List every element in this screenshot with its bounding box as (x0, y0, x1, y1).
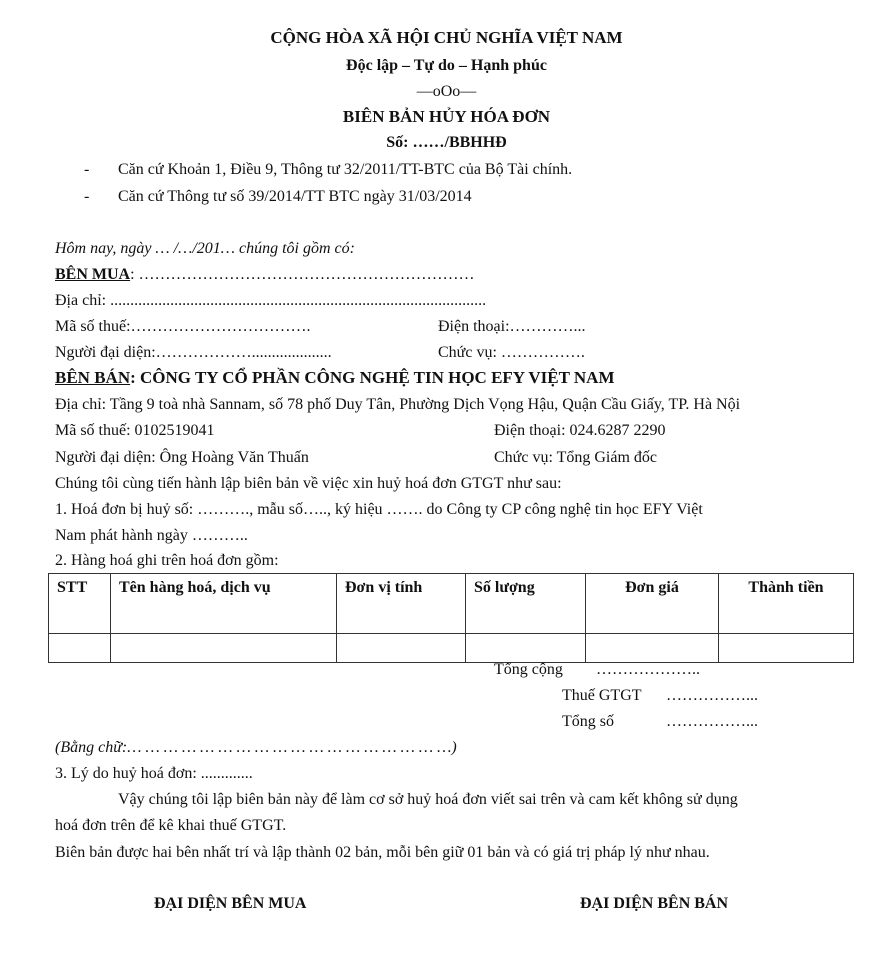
table-cell (337, 634, 466, 663)
column-header: STT (49, 574, 111, 634)
goods-heading: 2. Hàng hoá ghi trên hoá đơn gồm: (55, 552, 279, 569)
commitment-line2: hoá đơn trên để kê khai thuế GTGT. (55, 817, 287, 834)
basis-text: Căn cứ Khoản 1, Điều 9, Thông tư 32/2011/TT-BTC của Bộ Tài chính. (118, 161, 573, 178)
seller-address: Địa chỉ: Tầng 9 toà nhà Sannam, số 78 phố Duy Tân, Phường Dịch Vọng Hậu, Quận Cầu Giấy, TP. Hà Nội (55, 396, 741, 413)
table-cell (466, 634, 586, 663)
column-header: Đơn giá (586, 574, 719, 634)
goods-table (48, 573, 854, 663)
table-cell (719, 634, 854, 663)
buyer-name: : ……………………………………………………… (130, 266, 475, 283)
basis-item (84, 160, 572, 179)
column-header: Số lượng (466, 574, 586, 634)
buyer-representative: Người đại diện:……………….................... (55, 344, 332, 361)
invoice-info-line1: 1. Hoá đơn bị huỷ số: ………., mẫu số….., ký hiệu ……. do Công ty CP công nghệ tin học EFY Việt (55, 501, 703, 518)
seller-heading (55, 368, 615, 388)
seller-representative: Người đại diện: Ông Hoàng Văn Thuấn (55, 449, 309, 466)
basis-text: Căn cứ Thông tư số 39/2014/TT BTC ngày 31/03/2014 (118, 188, 472, 205)
agreement: Biên bản được hai bên nhất trí và lập thành 02 bản, mỗi bên giữ 01 bản và có giá trị pháp lý như nhau. (55, 844, 710, 861)
subtotal-label: Tổng cộng (494, 661, 563, 678)
table-cell (49, 634, 111, 663)
table-row (49, 634, 854, 663)
intro-line: Hôm nay, ngày … /…/201… chúng tôi gồm có: (55, 240, 355, 257)
buyer-position: Chức vụ: ……………. (438, 344, 585, 361)
buyer-label: BÊN MUA (55, 266, 131, 283)
vat-value: ……………... (666, 687, 758, 704)
bullet-dash: - (84, 188, 90, 205)
buyer-signature-heading: ĐẠI DIỆN BÊN MUA (154, 895, 307, 912)
document-number: Số: ……/BBHHĐ (386, 134, 507, 151)
total-value: ……………... (666, 713, 758, 730)
column-header: Tên hàng hoá, dịch vụ (111, 574, 337, 634)
invoice-info-line2: Nam phát hành ngày ……….. (55, 527, 248, 544)
buyer-tax-code: Mã số thuế:……………………………. (55, 318, 311, 335)
table-header-row (49, 574, 854, 634)
total-label: Tổng số (562, 713, 614, 730)
document-title: BIÊN BẢN HỦY HÓA ĐƠN (342, 107, 551, 126)
buyer-address: Địa chỉ: .............................................................................................. (55, 292, 487, 309)
table-cell (586, 634, 719, 663)
subtotal-value: ……………….. (596, 661, 700, 678)
motto: Độc lập – Tự do – Hạnh phúc (346, 57, 547, 74)
bullet-dash: - (84, 161, 90, 178)
seller-phone: Điện thoại: 024.6287 2290 (494, 422, 666, 439)
basis-item (84, 187, 472, 206)
ornament: —oOo— (416, 83, 477, 100)
seller-name: : CÔNG TY CỔ PHẦN CÔNG NGHỆ TIN HỌC EFY VIỆT NAM (130, 368, 615, 387)
cancel-reason: 3. Lý do huỷ hoá đơn: ............. (55, 765, 253, 782)
table-cell (111, 634, 337, 663)
amount-in-words: (Bằng chữ:… … … … … … … … … … … … … … … … … …) (55, 739, 457, 756)
seller-label: BÊN BÁN (55, 368, 131, 387)
buyer-heading (55, 265, 475, 284)
seller-signature-heading: ĐẠI DIỆN BÊN BÁN (580, 895, 729, 912)
commitment-line1: Vậy chúng tôi lập biên bản này để làm cơ sở huỷ hoá đơn viết sai trên và cam kết không sử dụng (118, 791, 738, 808)
column-header: Thành tiền (719, 574, 854, 634)
vat-label: Thuế GTGT (562, 687, 642, 704)
seller-tax-code: Mã số thuế: 0102519041 (55, 422, 215, 439)
column-header: Đơn vị tính (337, 574, 466, 634)
statement: Chúng tôi cùng tiến hành lập biên bản về việc xin huỷ hoá đơn GTGT như sau: (55, 475, 562, 492)
seller-position: Chức vụ: Tổng Giám đốc (494, 449, 658, 466)
national-title: CỘNG HÒA XÃ HỘI CHỦ NGHĨA VIỆT NAM (270, 28, 623, 47)
buyer-phone: Điện thoại:…………... (438, 318, 586, 335)
